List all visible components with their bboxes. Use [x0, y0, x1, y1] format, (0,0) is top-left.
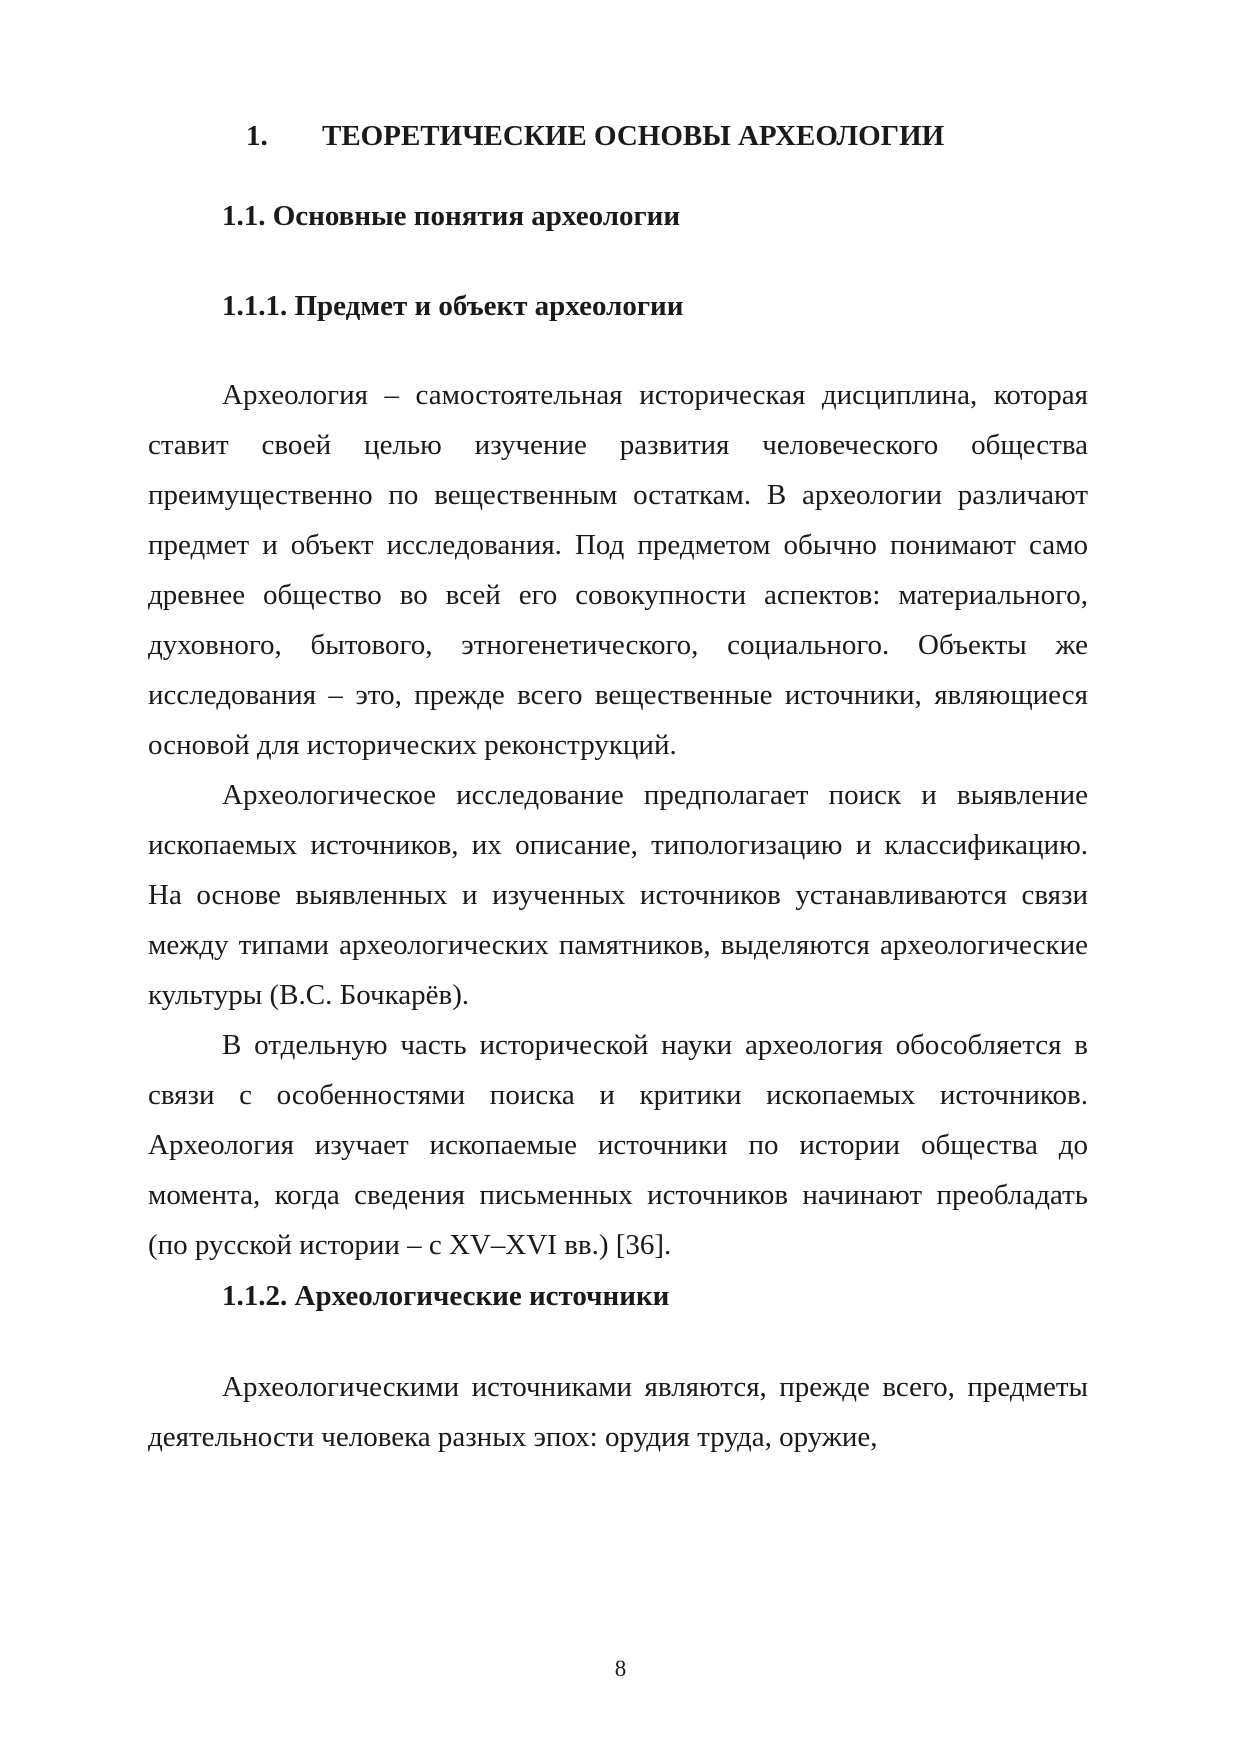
chapter-title-text: ТЕОРЕТИЧЕСКИЕ ОСНОВЫ АРХЕОЛОГИИ: [322, 120, 945, 152]
paragraph: Археология – самостоятельная историческая дисциплина, которая ставит своей целью изучение развития человеческого общества преимущественно по вещественным остаткам. В археологии различают предмет и объект исследования. Под предметом обычно понимают само древнее общество во всей его совокупности аспектов: материального, духовного, бытового, этногенетического, социального. Объекты же исследования – это, прежде всего вещественные источники, являющиеся основой для исторических реконструкций.: [148, 379, 1088, 761]
page-number: 8: [614, 1656, 627, 1681]
subsection-1-body: [148, 370, 1088, 1270]
paragraph: Археологическими источниками являются, прежде всего, предметы деятельности человека разных эпох: орудия труда, оружие,: [148, 1371, 1088, 1453]
paragraph: В отдельную часть исторической науки археология обособляется в связи с особенностями поиска и критики ископаемых источников. Археология изучает ископаемые источники по истории общества до момента, когда сведения письменных источников начинают преобладать (по русской истории – с XV–XVI вв.) [36].: [148, 1029, 1088, 1261]
subsection-heading-1: 1.1.1. Предмет и объект археологии: [222, 290, 684, 322]
chapter-number: 1.: [246, 120, 268, 152]
subsection-2-body: [148, 1362, 1088, 1462]
chapter-title: [246, 116, 944, 156]
paragraph: Археологическое исследование предполагает поиск и выявление ископаемых источников, их описание, типологизацию и классификацию. На основе выявленных и изученных источников устанавливаются связи между типами археологических памятников, выделяются археологические культуры (В.С. Бочкарёв).: [148, 779, 1088, 1011]
subsection-heading-2: 1.1.2. Археологические источники: [222, 1280, 670, 1312]
section-heading: 1.1. Основные понятия археологии: [222, 200, 681, 232]
